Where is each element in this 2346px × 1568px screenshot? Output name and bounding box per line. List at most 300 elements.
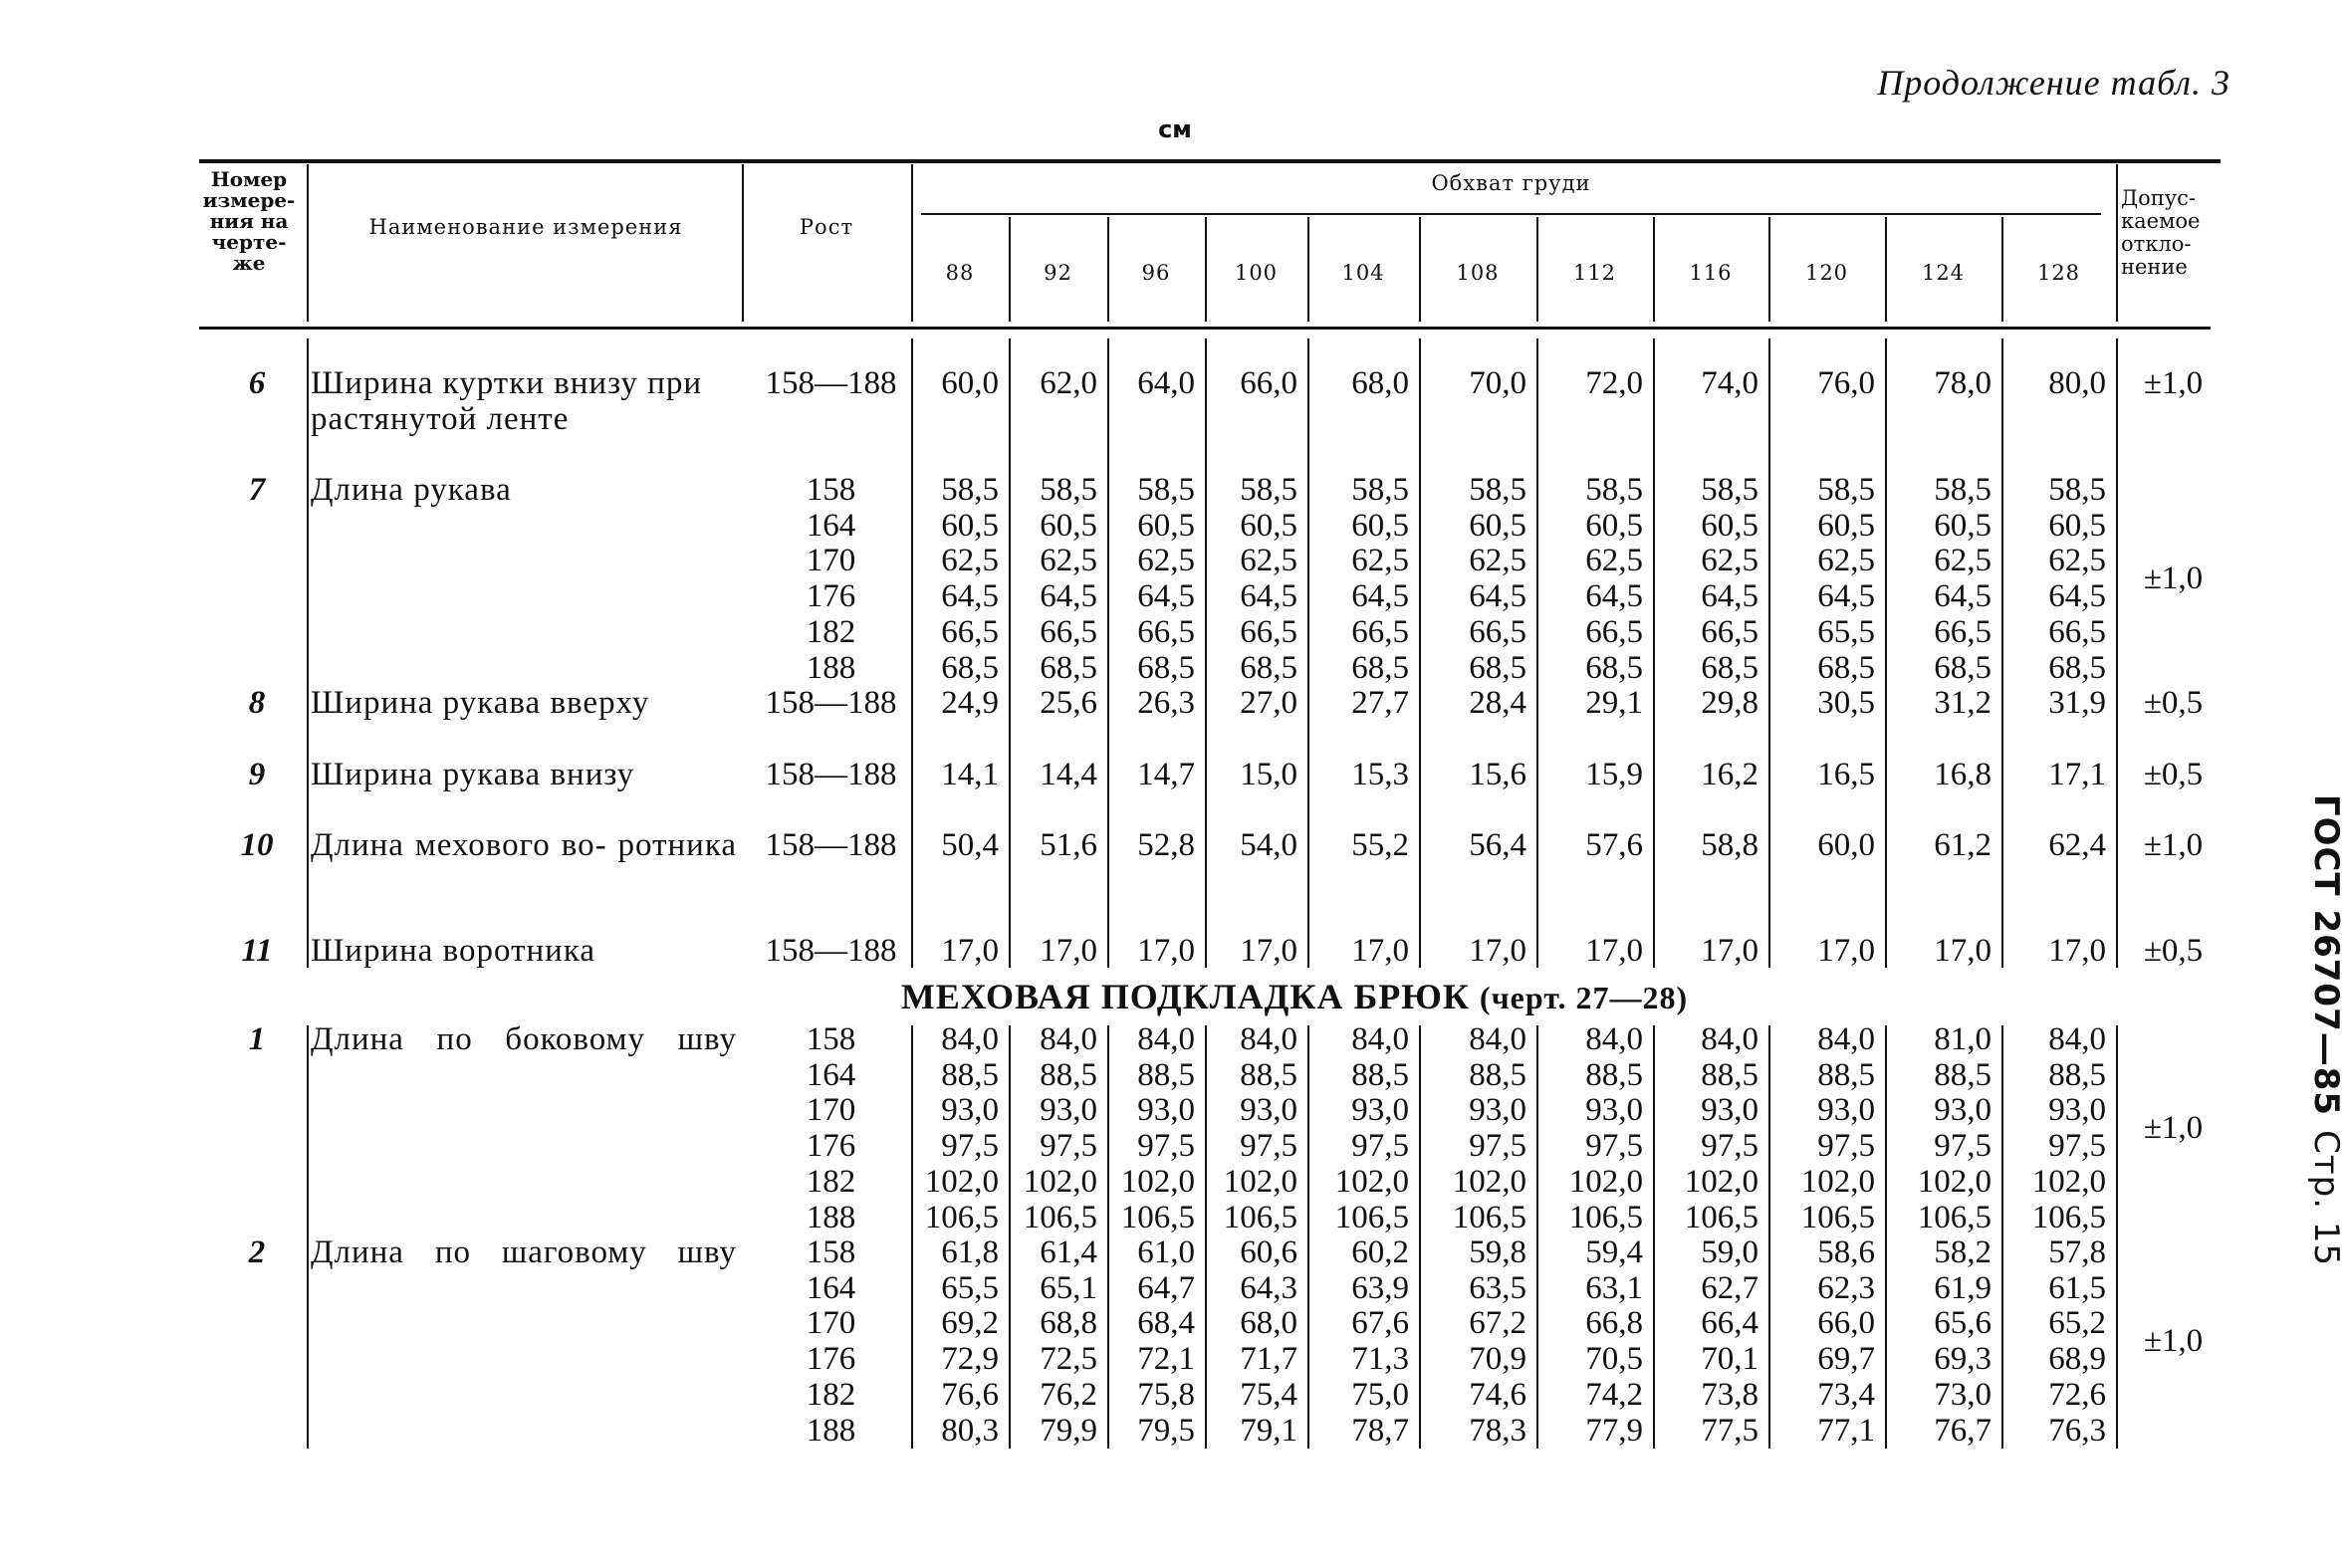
top-value: 62,5 — [1240, 543, 1297, 579]
bottom-value: 61,5 — [2048, 1269, 2106, 1306]
bottom-value: 61,0 — [1137, 1234, 1195, 1270]
top-value: 58,5 — [1040, 472, 1097, 508]
top-height: 158—188 — [765, 685, 897, 721]
bottom-value: 84,0 — [941, 1021, 999, 1057]
top-value: 58,5 — [1701, 472, 1759, 508]
header-bottom-rule — [199, 327, 2211, 330]
section-title — [697, 976, 1892, 1017]
header-chest-size-108: 108 — [1456, 261, 1500, 285]
bottom-value: 77,1 — [1817, 1412, 1875, 1449]
top-value: 62,4 — [2048, 827, 2106, 863]
body-col-divider — [307, 1025, 309, 1449]
bottom-height: 164 — [806, 1269, 856, 1306]
top-value: 62,5 — [2048, 543, 2106, 579]
header-chest-size-120: 120 — [1804, 261, 1849, 285]
top-value: 16,5 — [1817, 757, 1875, 792]
bottom-value: 97,5 — [1585, 1128, 1643, 1165]
bottom-value: 84,0 — [1240, 1021, 1297, 1057]
top-value: 76,0 — [1817, 365, 1875, 401]
bottom-height: 188 — [806, 1412, 856, 1449]
body-col-divider — [2116, 338, 2118, 968]
bottom-value: 106,5 — [1120, 1199, 1195, 1235]
top-value: 14,4 — [1040, 757, 1097, 792]
bottom-height: 176 — [806, 1341, 856, 1378]
bottom-value: 93,0 — [1585, 1092, 1643, 1129]
top-value: 58,5 — [1240, 472, 1297, 508]
bottom-value: 80,3 — [941, 1412, 999, 1449]
bottom-value: 61,8 — [941, 1234, 999, 1270]
bottom-value: 68,0 — [1240, 1305, 1297, 1342]
top-value: 78,0 — [1934, 365, 1992, 401]
bottom-value: 102,0 — [1800, 1163, 1875, 1200]
top-tolerance: ±0,5 — [2143, 933, 2204, 969]
bottom-value: 93,0 — [1137, 1092, 1195, 1129]
top-value: 58,5 — [1137, 472, 1195, 508]
top-value: 68,5 — [941, 649, 999, 686]
header-chest-size-92: 92 — [1044, 261, 1072, 285]
bottom-value: 106,5 — [924, 1199, 999, 1235]
top-value: 68,5 — [1240, 649, 1297, 686]
top-value: 16,2 — [1701, 757, 1759, 792]
bottom-value: 88,5 — [1469, 1056, 1526, 1093]
bottom-value: 88,5 — [941, 1056, 999, 1093]
top-measurement-name: Ширина воротника — [311, 933, 596, 969]
bottom-measurement-name: Длина по боковому шву — [311, 1021, 737, 1057]
top-height: 158 — [806, 472, 856, 508]
bottom-value: 78,3 — [1469, 1412, 1526, 1449]
bottom-value: 79,5 — [1137, 1412, 1195, 1449]
bottom-value: 61,9 — [1934, 1269, 1992, 1306]
header-col-number: Номер измере- ния на черте- же — [202, 167, 296, 275]
section-title-text: МЕХОВАЯ ПОДКЛАДКА БРЮК — [900, 977, 1470, 1016]
top-height: 164 — [806, 507, 856, 544]
top-tolerance: ±1,0 — [2143, 560, 2204, 597]
top-value: 72,0 — [1585, 365, 1643, 401]
top-value: 17,0 — [1240, 933, 1297, 969]
top-value: 64,5 — [1040, 578, 1097, 615]
top-value: 31,9 — [2048, 685, 2106, 721]
header-col-divider — [911, 164, 913, 322]
top-value: 60,5 — [1137, 507, 1195, 544]
bottom-value: 66,4 — [1701, 1305, 1759, 1342]
bottom-tolerance: ±1,0 — [2143, 1323, 2204, 1360]
bottom-height: 182 — [806, 1163, 856, 1200]
standard-code: ГОСТ 26707—85 — [2306, 793, 2346, 1117]
top-height: 188 — [806, 649, 856, 686]
bottom-value: 106,5 — [1452, 1199, 1526, 1235]
bottom-value: 97,5 — [1701, 1128, 1759, 1165]
header-col-name: Наименование измерения — [368, 215, 683, 239]
bottom-height: 188 — [806, 1199, 856, 1235]
top-value: 64,5 — [941, 578, 999, 615]
body-col-divider — [1107, 338, 1109, 968]
bottom-value: 75,8 — [1137, 1376, 1195, 1413]
bottom-value: 102,0 — [2031, 1163, 2106, 1200]
top-tolerance: ±0,5 — [2143, 757, 2204, 792]
top-height: 176 — [806, 578, 856, 615]
bottom-measurement-name: Длина по шаговому шву — [311, 1234, 737, 1270]
top-height: 170 — [806, 543, 856, 579]
top-value: 64,5 — [1934, 578, 1992, 615]
bottom-value: 76,7 — [1934, 1412, 1992, 1449]
top-value: 66,5 — [1469, 613, 1526, 650]
bottom-height: 158 — [806, 1021, 856, 1057]
header-col-divider — [2116, 164, 2118, 322]
bottom-value: 102,0 — [1223, 1163, 1297, 1200]
top-value: 60,5 — [1585, 507, 1643, 544]
top-value: 68,5 — [1934, 649, 1992, 686]
bottom-value: 84,0 — [1817, 1021, 1875, 1057]
top-value: 60,5 — [1351, 507, 1409, 544]
bottom-value: 59,4 — [1585, 1234, 1643, 1270]
header-chest-size-112: 112 — [1572, 261, 1617, 285]
bottom-value: 63,5 — [1469, 1269, 1526, 1306]
top-value: 58,5 — [1817, 472, 1875, 508]
top-value: 64,0 — [1137, 365, 1195, 401]
bottom-tolerance: ±1,0 — [2143, 1110, 2204, 1147]
gost-vertical-label — [2306, 794, 2346, 1266]
bottom-value: 106,5 — [1684, 1199, 1759, 1235]
bottom-value: 64,3 — [1240, 1269, 1297, 1306]
bottom-value: 84,0 — [1137, 1021, 1195, 1057]
bottom-value: 72,6 — [2048, 1376, 2106, 1413]
top-value: 64,5 — [1817, 578, 1875, 615]
bottom-value: 59,8 — [1469, 1234, 1526, 1270]
body-col-divider — [1885, 338, 1887, 968]
bottom-value: 84,0 — [2048, 1021, 2106, 1057]
bottom-value: 81,0 — [1934, 1021, 1992, 1057]
bottom-value: 84,0 — [1701, 1021, 1759, 1057]
bottom-value: 78,7 — [1351, 1412, 1409, 1449]
bottom-value: 61,4 — [1040, 1234, 1097, 1270]
bottom-value: 72,1 — [1137, 1341, 1195, 1378]
top-value: 64,5 — [2048, 578, 2106, 615]
top-value: 68,5 — [1469, 649, 1526, 686]
page-number: Стр. 15 — [2306, 1130, 2346, 1267]
header-chest-group: Обхват груди — [1431, 171, 1591, 195]
bottom-value: 72,9 — [941, 1341, 999, 1378]
top-value: 62,5 — [1351, 543, 1409, 579]
bottom-value: 102,0 — [1334, 1163, 1409, 1200]
top-value: 66,5 — [1240, 613, 1297, 650]
bottom-value: 84,0 — [1040, 1021, 1097, 1057]
top-value: 17,0 — [1137, 933, 1195, 969]
top-value: 17,0 — [1351, 933, 1409, 969]
top-tolerance: ±0,5 — [2143, 685, 2204, 721]
bottom-value: 70,1 — [1701, 1341, 1759, 1378]
top-value: 66,0 — [1240, 365, 1297, 401]
bottom-value: 72,5 — [1040, 1341, 1097, 1378]
top-tolerance: ±1,0 — [2143, 365, 2204, 401]
top-value: 55,2 — [1351, 827, 1409, 863]
top-value: 58,5 — [941, 472, 999, 508]
bottom-value: 102,0 — [1452, 1163, 1526, 1200]
header-top-rule — [199, 159, 2221, 163]
bottom-value: 77,5 — [1701, 1412, 1759, 1449]
top-value: 60,0 — [1817, 827, 1875, 863]
bottom-row-number: 1 — [248, 1021, 266, 1057]
top-value: 66,5 — [1701, 613, 1759, 650]
top-value: 62,5 — [1137, 543, 1195, 579]
bottom-value: 106,5 — [1023, 1199, 1097, 1235]
body-col-divider — [1205, 338, 1207, 968]
bottom-row-number: 2 — [248, 1234, 266, 1270]
top-value: 27,7 — [1351, 685, 1409, 721]
header-chest-size-128: 128 — [2036, 261, 2081, 285]
top-value: 64,5 — [1701, 578, 1759, 615]
top-value: 66,5 — [1585, 613, 1643, 650]
top-value: 62,5 — [1701, 543, 1759, 579]
bottom-value: 73,0 — [1934, 1376, 1992, 1413]
header-chest-size-100: 100 — [1234, 261, 1279, 285]
bottom-height: 176 — [806, 1128, 856, 1165]
top-row-number: 11 — [241, 933, 273, 969]
bottom-value: 57,8 — [2048, 1234, 2106, 1270]
bottom-value: 76,3 — [2048, 1412, 2106, 1449]
top-row-number: 10 — [240, 827, 274, 863]
top-value: 17,0 — [1469, 933, 1526, 969]
header-chest-size-124: 124 — [1921, 261, 1966, 285]
top-value: 68,5 — [2048, 649, 2106, 686]
top-value: 60,5 — [1040, 507, 1097, 544]
unit-label: см — [1158, 115, 1192, 143]
bottom-value: 97,5 — [1240, 1128, 1297, 1165]
top-value: 15,6 — [1469, 757, 1526, 792]
top-value: 62,0 — [1040, 365, 1097, 401]
top-measurement-name: Ширина рукава внизу — [311, 757, 635, 792]
bottom-value: 74,6 — [1469, 1376, 1526, 1413]
chest-group-rule — [921, 213, 2101, 215]
top-value: 64,5 — [1585, 578, 1643, 615]
bottom-value: 71,7 — [1240, 1341, 1297, 1378]
top-value: 66,5 — [1137, 613, 1195, 650]
body-col-divider — [1653, 338, 1655, 968]
top-value: 65,5 — [1817, 613, 1875, 650]
bottom-value: 73,4 — [1817, 1376, 1875, 1413]
body-col-divider — [2116, 1025, 2118, 1449]
top-value: 80,0 — [2048, 365, 2106, 401]
bottom-value: 75,0 — [1351, 1376, 1409, 1413]
top-value: 58,5 — [1585, 472, 1643, 508]
bottom-value: 93,0 — [1040, 1092, 1097, 1129]
bottom-value: 102,0 — [1684, 1163, 1759, 1200]
bottom-value: 77,9 — [1585, 1412, 1643, 1449]
bottom-height: 182 — [806, 1376, 856, 1413]
section-reference: (черт. 27—28) — [1479, 980, 1689, 1015]
top-value: 17,0 — [1934, 933, 1992, 969]
bottom-value: 58,6 — [1817, 1234, 1875, 1270]
bottom-value: 97,5 — [941, 1128, 999, 1165]
bottom-value: 88,5 — [1817, 1056, 1875, 1093]
bottom-value: 70,9 — [1469, 1341, 1526, 1378]
bottom-value: 84,0 — [1585, 1021, 1643, 1057]
top-value: 70,0 — [1469, 365, 1526, 401]
top-value: 58,5 — [1351, 472, 1409, 508]
top-value: 66,5 — [2048, 613, 2106, 650]
top-value: 58,5 — [1934, 472, 1992, 508]
top-value: 58,8 — [1701, 827, 1759, 863]
bottom-value: 59,0 — [1701, 1234, 1759, 1270]
body-col-divider — [1768, 338, 1770, 968]
header-col-divider — [742, 164, 744, 322]
bottom-value: 106,5 — [1334, 1199, 1409, 1235]
top-value: 62,5 — [1934, 543, 1992, 579]
top-value: 16,8 — [1934, 757, 1992, 792]
bottom-value: 73,8 — [1701, 1376, 1759, 1413]
top-value: 68,5 — [1040, 649, 1097, 686]
top-row-number: 8 — [248, 685, 266, 721]
bottom-value: 60,6 — [1240, 1234, 1297, 1270]
bottom-value: 60,2 — [1351, 1234, 1409, 1270]
top-value: 51,6 — [1040, 827, 1097, 863]
bottom-value: 97,5 — [1351, 1128, 1409, 1165]
bottom-value: 93,0 — [1240, 1092, 1297, 1129]
bottom-value: 102,0 — [924, 1163, 999, 1200]
top-value: 66,5 — [1934, 613, 1992, 650]
bottom-height: 170 — [806, 1092, 856, 1129]
bottom-value: 67,2 — [1469, 1305, 1526, 1342]
body-col-divider — [911, 338, 913, 968]
body-col-divider — [911, 1025, 913, 1449]
top-height: 158—188 — [765, 757, 897, 792]
top-value: 60,5 — [1817, 507, 1875, 544]
top-row-number: 9 — [248, 757, 266, 792]
top-measurement-name: Длина рукава — [311, 472, 512, 508]
top-value: 17,0 — [1817, 933, 1875, 969]
top-value: 61,2 — [1934, 827, 1992, 863]
bottom-value: 84,0 — [1351, 1021, 1409, 1057]
top-value: 14,7 — [1137, 757, 1195, 792]
top-value: 50,4 — [941, 827, 999, 863]
top-value: 58,5 — [1469, 472, 1526, 508]
header-chest-size-96: 96 — [1141, 261, 1171, 285]
top-value: 62,5 — [1040, 543, 1097, 579]
body-col-divider — [1768, 1025, 1770, 1449]
top-value: 62,5 — [1469, 543, 1526, 579]
bottom-value: 79,1 — [1240, 1412, 1297, 1449]
bottom-value: 64,7 — [1137, 1269, 1195, 1306]
body-col-divider — [1419, 338, 1421, 968]
body-col-divider — [1307, 1025, 1309, 1449]
top-value: 17,1 — [2048, 757, 2106, 792]
bottom-value: 65,6 — [1934, 1305, 1992, 1342]
top-row-number: 6 — [248, 365, 266, 401]
top-value: 62,5 — [941, 543, 999, 579]
top-value: 68,5 — [1701, 649, 1759, 686]
header-chest-size-88: 88 — [945, 261, 975, 285]
top-value: 26,3 — [1137, 685, 1195, 721]
top-value: 15,3 — [1351, 757, 1409, 792]
bottom-value: 67,6 — [1351, 1305, 1409, 1342]
top-measurement-name: Ширина рукава вверху — [311, 685, 650, 721]
top-value: 64,5 — [1240, 578, 1297, 615]
bottom-value: 62,7 — [1701, 1269, 1759, 1306]
top-value: 60,5 — [1934, 507, 1992, 544]
bottom-value: 68,8 — [1040, 1305, 1097, 1342]
bottom-value: 97,5 — [2048, 1128, 2106, 1165]
top-value: 60,5 — [2048, 507, 2106, 544]
top-height: 158—188 — [765, 365, 897, 401]
top-value: 29,8 — [1701, 685, 1759, 721]
header-col-height: Рост — [799, 215, 854, 239]
bottom-value: 65,5 — [941, 1269, 999, 1306]
top-value: 66,5 — [1040, 613, 1097, 650]
body-col-divider — [1536, 1025, 1538, 1449]
body-col-divider — [1419, 1025, 1421, 1449]
bottom-value: 63,9 — [1351, 1269, 1409, 1306]
bottom-value: 68,9 — [2048, 1341, 2106, 1378]
top-value: 60,0 — [941, 365, 999, 401]
body-col-divider — [1009, 1025, 1011, 1449]
top-value: 17,0 — [1585, 933, 1643, 969]
continued-label: Продолжение табл. 3 — [1877, 63, 2230, 103]
body-col-divider — [1205, 1025, 1207, 1449]
body-col-divider — [1107, 1025, 1109, 1449]
bottom-value: 97,5 — [1040, 1128, 1097, 1165]
top-value: 54,0 — [1240, 827, 1297, 863]
top-value: 17,0 — [2048, 933, 2106, 969]
bottom-value: 97,5 — [1137, 1128, 1195, 1165]
top-value: 17,0 — [1701, 933, 1759, 969]
bottom-value: 102,0 — [1568, 1163, 1643, 1200]
bottom-height: 158 — [806, 1234, 856, 1270]
top-value: 29,1 — [1585, 685, 1643, 721]
bottom-value: 70,5 — [1585, 1341, 1643, 1378]
top-value: 14,1 — [941, 757, 999, 792]
bottom-value: 69,2 — [941, 1305, 999, 1342]
top-measurement-name: Длина мехового во- ротника — [311, 827, 737, 863]
top-value: 28,4 — [1469, 685, 1526, 721]
top-value: 56,4 — [1469, 827, 1526, 863]
bottom-value: 88,5 — [1934, 1056, 1992, 1093]
bottom-value: 68,4 — [1137, 1305, 1195, 1342]
bottom-value: 88,5 — [2048, 1056, 2106, 1093]
bottom-value: 65,2 — [2048, 1305, 2106, 1342]
top-value: 60,5 — [1701, 507, 1759, 544]
bottom-value: 106,5 — [1223, 1199, 1297, 1235]
top-value: 58,5 — [2048, 472, 2106, 508]
bottom-value: 93,0 — [941, 1092, 999, 1129]
top-value: 17,0 — [941, 933, 999, 969]
bottom-value: 97,5 — [1934, 1128, 1992, 1165]
bottom-value: 62,3 — [1817, 1269, 1875, 1306]
bottom-value: 69,3 — [1934, 1341, 1992, 1378]
body-col-divider — [1653, 1025, 1655, 1449]
bottom-height: 170 — [806, 1305, 856, 1342]
bottom-value: 93,0 — [1469, 1092, 1526, 1129]
top-value: 60,5 — [1469, 507, 1526, 544]
header-chest-size-104: 104 — [1341, 261, 1385, 285]
top-height: 158—188 — [765, 827, 897, 863]
bottom-value: 97,5 — [1469, 1128, 1526, 1165]
bottom-value: 63,1 — [1585, 1269, 1643, 1306]
body-col-divider — [307, 338, 309, 968]
body-col-divider — [1536, 338, 1538, 968]
bottom-value: 88,5 — [1351, 1056, 1409, 1093]
top-value: 30,5 — [1817, 685, 1875, 721]
bottom-value: 66,0 — [1817, 1305, 1875, 1342]
bottom-value: 79,9 — [1040, 1412, 1097, 1449]
top-value: 17,0 — [1040, 933, 1097, 969]
bottom-height: 164 — [806, 1056, 856, 1093]
top-height: 182 — [806, 613, 856, 650]
top-value: 66,5 — [1351, 613, 1409, 650]
body-col-divider — [2001, 1025, 2003, 1449]
header-chest-size-116: 116 — [1689, 261, 1733, 285]
top-value: 27,0 — [1240, 685, 1297, 721]
bottom-value: 88,5 — [1040, 1056, 1097, 1093]
bottom-value: 102,0 — [1023, 1163, 1097, 1200]
